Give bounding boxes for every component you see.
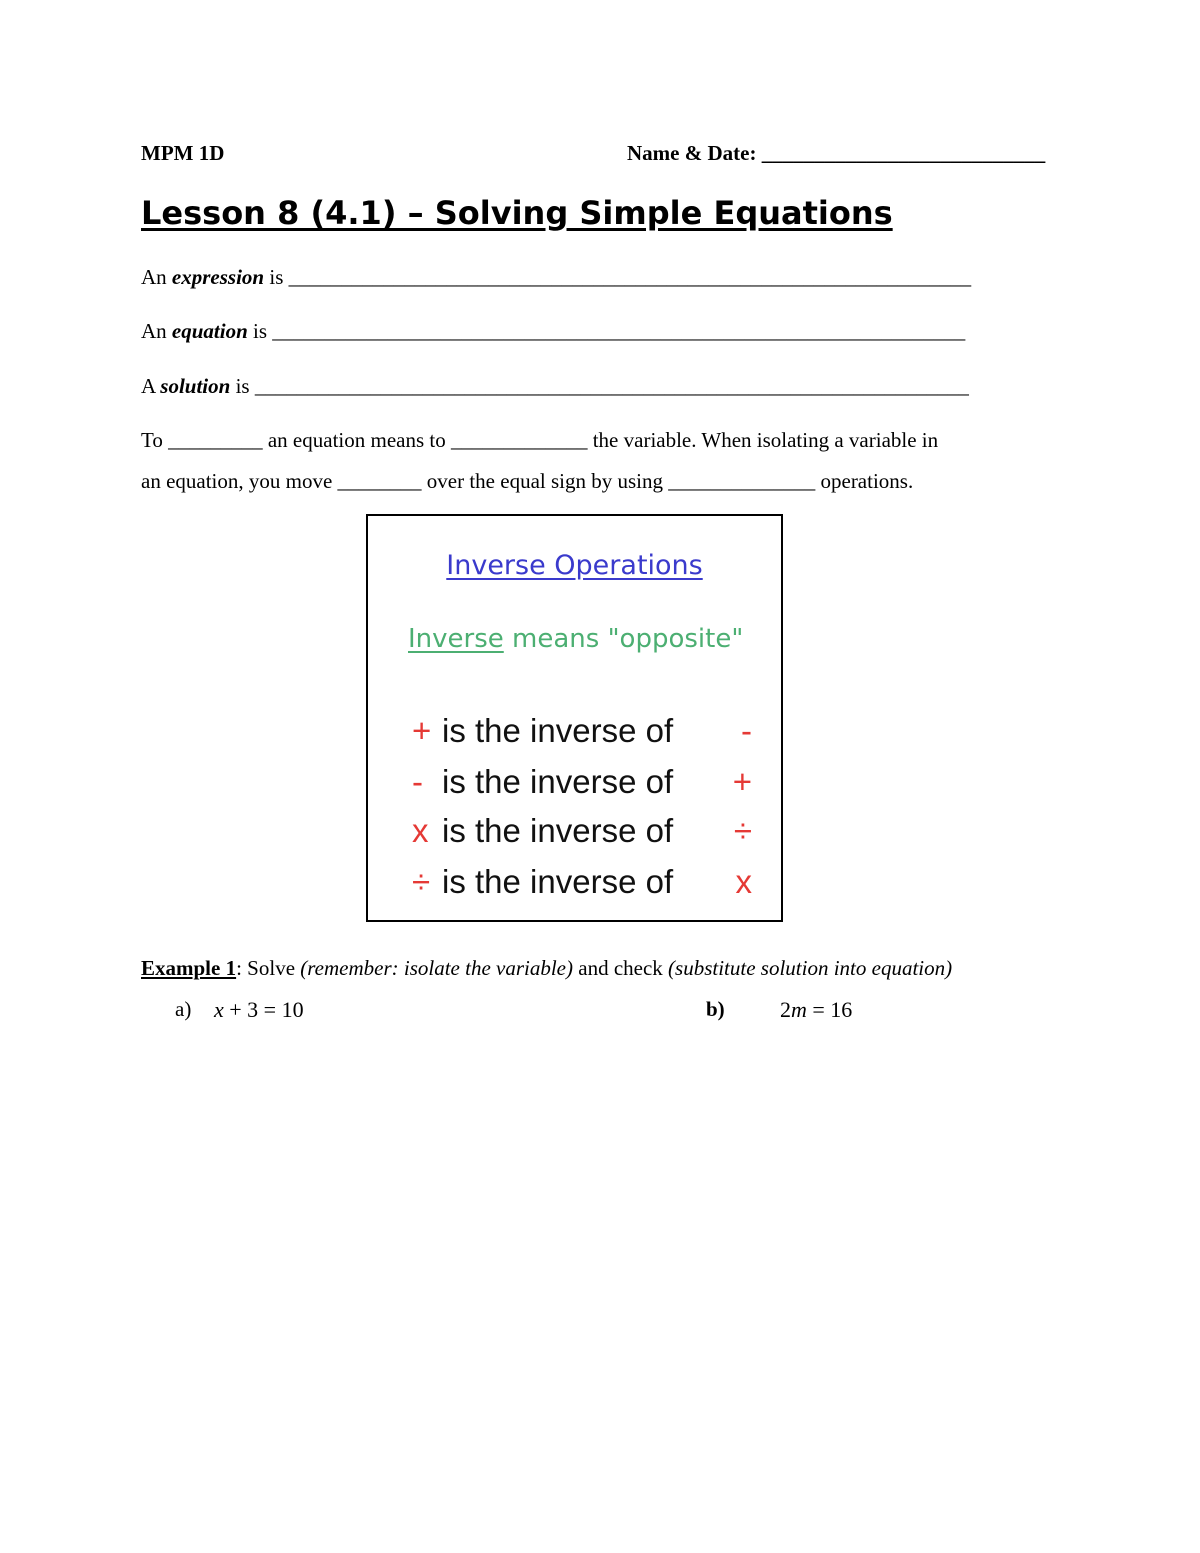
definition-prefix: A [141, 374, 161, 398]
equation-rest: = 16 [806, 997, 853, 1022]
operator-symbol: - [741, 712, 752, 749]
inverse-row-multiply [412, 812, 752, 850]
definition-term: expression [171, 265, 265, 289]
operator-symbol: x [735, 863, 752, 900]
example-1-instructions [141, 956, 952, 981]
definition-expression[interactable] [141, 265, 971, 290]
operator-symbol: x [412, 812, 429, 849]
example-solve-text: : Solve [236, 956, 301, 980]
equation-variable: m [791, 997, 807, 1022]
operator-symbol: + [412, 712, 432, 749]
definition-prefix: An [141, 319, 172, 343]
operator-symbol: ÷ [733, 812, 752, 849]
example-label: Example 1 [141, 956, 237, 980]
definition-blank[interactable]: is __________________________________________________________________ [247, 319, 966, 343]
operator-symbol: - [412, 763, 423, 800]
name-date-field[interactable]: Name & Date: ___________________________ [627, 141, 1046, 165]
part-a-label: a) [175, 997, 192, 1021]
equation-coefficient: 2 [780, 997, 791, 1022]
inverse-row-plus [412, 712, 752, 750]
inverse-phrase: is the inverse of [442, 863, 674, 900]
definition-blank[interactable]: is ____________________________________________________________________ [230, 374, 969, 398]
inverse-row-minus [412, 763, 752, 801]
inverse-box-subtitle [408, 624, 743, 654]
definition-term: solution [160, 374, 231, 398]
operator-symbol: ÷ [412, 863, 431, 900]
fill-in-paragraph-line-2[interactable]: an equation, you move ________ over the equal sign by using ______________ operations. [141, 469, 914, 493]
equation-variable: x [214, 997, 224, 1022]
equation-rest: + 3 = 10 [223, 997, 304, 1022]
inverse-phrase: is the inverse of [442, 812, 674, 849]
part-a-equation [214, 997, 304, 1023]
inverse-row-divide [412, 863, 752, 901]
inverse-subtitle-rest: means "opposite" [503, 624, 744, 654]
inverse-phrase: is the inverse of [442, 712, 674, 749]
example-note-isolate: (remember: isolate the variable) [300, 956, 573, 980]
fill-in-paragraph-line-1[interactable]: To _________ an equation means to _____________ the variable. When isolating a variable in [141, 428, 939, 452]
inverse-word: Inverse [408, 624, 504, 654]
definition-blank[interactable]: is _________________________________________________________________ [264, 265, 972, 289]
part-b-label: b) [706, 997, 725, 1021]
inverse-box-title: Inverse Operations [446, 550, 703, 581]
definition-term: equation [171, 319, 248, 343]
lesson-title: Lesson 8 (4.1) – Solving Simple Equations [141, 194, 893, 232]
definition-equation[interactable] [141, 319, 965, 344]
part-b-equation [780, 997, 852, 1023]
inverse-phrase: is the inverse of [442, 763, 674, 800]
definition-solution[interactable] [141, 374, 969, 399]
definition-prefix: An [141, 265, 172, 289]
inverse-operations-box [366, 514, 783, 922]
example-check-text: and check [573, 956, 669, 980]
example-note-substitute: (substitute solution into equation) [668, 956, 953, 980]
course-code: MPM 1D [141, 141, 225, 165]
operator-symbol: + [732, 763, 752, 800]
